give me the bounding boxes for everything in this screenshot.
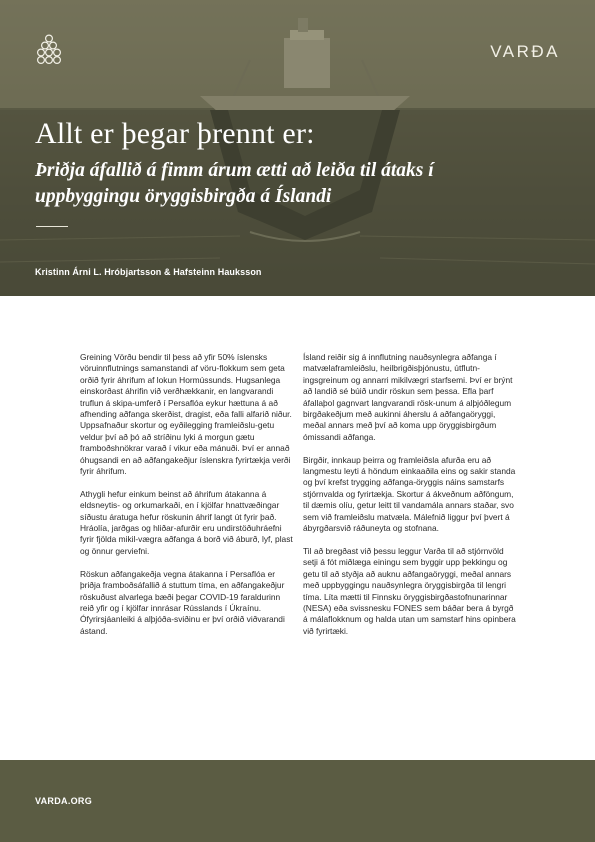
right-column bbox=[303, 352, 516, 649]
title-divider bbox=[36, 226, 68, 227]
grape-cluster-logo-icon bbox=[36, 34, 62, 68]
body-paragraph: Greining Vörðu bendir til þess að yfir 50% íslensks vöruinnflutnings samanstandi af vöru-flokkum sem geta orðið fyrir áhrifum af lokun Hormússunds. Hugsanlega einskorðast áhrifin við verðhækkanir, en langvarandi truflun á skipa-umferð í Persaflóa eykur hættuna á að afhending aðfanga skerðist, dragist, eða falli alfarið niður. Uppsafnaður skortur og eyðilegging framleiðslu-getu veldur því að þó að stríðinu lyki á morgun gætu framboðshnökrar varað í vikur eða mánuði. Því er annað óhugsandi en að aðfangakeðjur íslenskra fyrirtækja verði fyrir áhrifum. bbox=[80, 352, 292, 477]
body-paragraph: Röskun aðfangakeðja vegna átakanna í Persaflóa er þriðja framboðsáfallið á stuttum tíma, en aðfangakeðjur röskuðust alvarlega bæði þegar COVID-19 faraldurinn reið yfir og í kjölfar innrásar Rússlands í Úkraínu. Ófyrirsjáanleiki á alþjóða-sviðinu er því orðið viðvarandi ástand. bbox=[80, 568, 285, 636]
body-paragraph: Birgðir, innkaup þeirra og framleiðsla afurða eru að langmestu leyti á höndum einkaaðila eins og sakir standa og því krefst trygging aðfanga-öryggis náins samstarfs stjórnvalda og fyrirtækja. Skortur á ákveðnum aðföngum, til dæmis olíu, getur leitt til vandamála annars staðar, svo sem við framleiðslu matvæla. Málefnið liggur því þvert á ábyrgðarsvið ráðuneyta og stofnana. bbox=[303, 454, 516, 534]
left-column bbox=[80, 352, 293, 649]
page-title: Allt er þegar þrennt er: bbox=[35, 117, 315, 150]
body-paragraph: Athygli hefur einkum beinst að áhrifum átakanna á eldsneytis- og orkumarkaði, en í kjölfar hnattvæðingar síðustu áratuga hefur röskunin áhrif langt út fyrir það. Hráolía, jarðgas og hliðar-afurðir eru undirstöðuhráefni fyrir fjölda mikil-vægra aðfanga á borð við áburð, lyf, plast og önnur gerviefni. bbox=[80, 488, 293, 556]
page-footer bbox=[0, 760, 595, 842]
hero-banner bbox=[0, 0, 595, 296]
page-subtitle: Þriðja áfallið á fimm árum ætti að leiða til átaks í uppbyggingu öryggisbirgða á Íslandi bbox=[35, 160, 434, 207]
author-line: Kristinn Árni L. Hróbjartsson & Hafsteinn Hauksson bbox=[35, 267, 262, 277]
footer-website-link[interactable]: VARDA.ORG bbox=[35, 796, 93, 806]
body-paragraph: Til að bregðast við þessu leggur Varða til að stjórnvöld setji á fót miðlæga einingu sem byggir upp þekkingu og getu til að styðja að auknu aðfangaöryggi, meðal annars með uppbyggingu nauðsynlegra öryggisbirgða til lengri tíma. Líta mætti til Finnsku öryggisbirgðastofnunarinnar (NESA) eða svissnesku FONES sem báðar bera á byrgð á málaflokknum og halda utan um samstarf hins opinbera við fyrirtæki. bbox=[303, 545, 516, 636]
brand-wordmark: VARÐA bbox=[490, 42, 560, 61]
body-paragraph: Ísland reiðir sig á innflutning nauðsynlegra aðfanga í matvælaframleiðslu, heilbrigðisþjónustu, útflutn-ingsgreinum og annarri mikilvægri starfsemi. Því er brýnt að landið sé búið undir röskun sem þessa. Efla þarf áfallaþol gagnvart langvarandi rösk-unum á alþjóðlegum birgðakeðjum með aukinni áherslu á aðfangaöryggi, meðal annars með því að koma upp öryggisbirgðum ómissandi aðfanga. bbox=[303, 352, 513, 442]
